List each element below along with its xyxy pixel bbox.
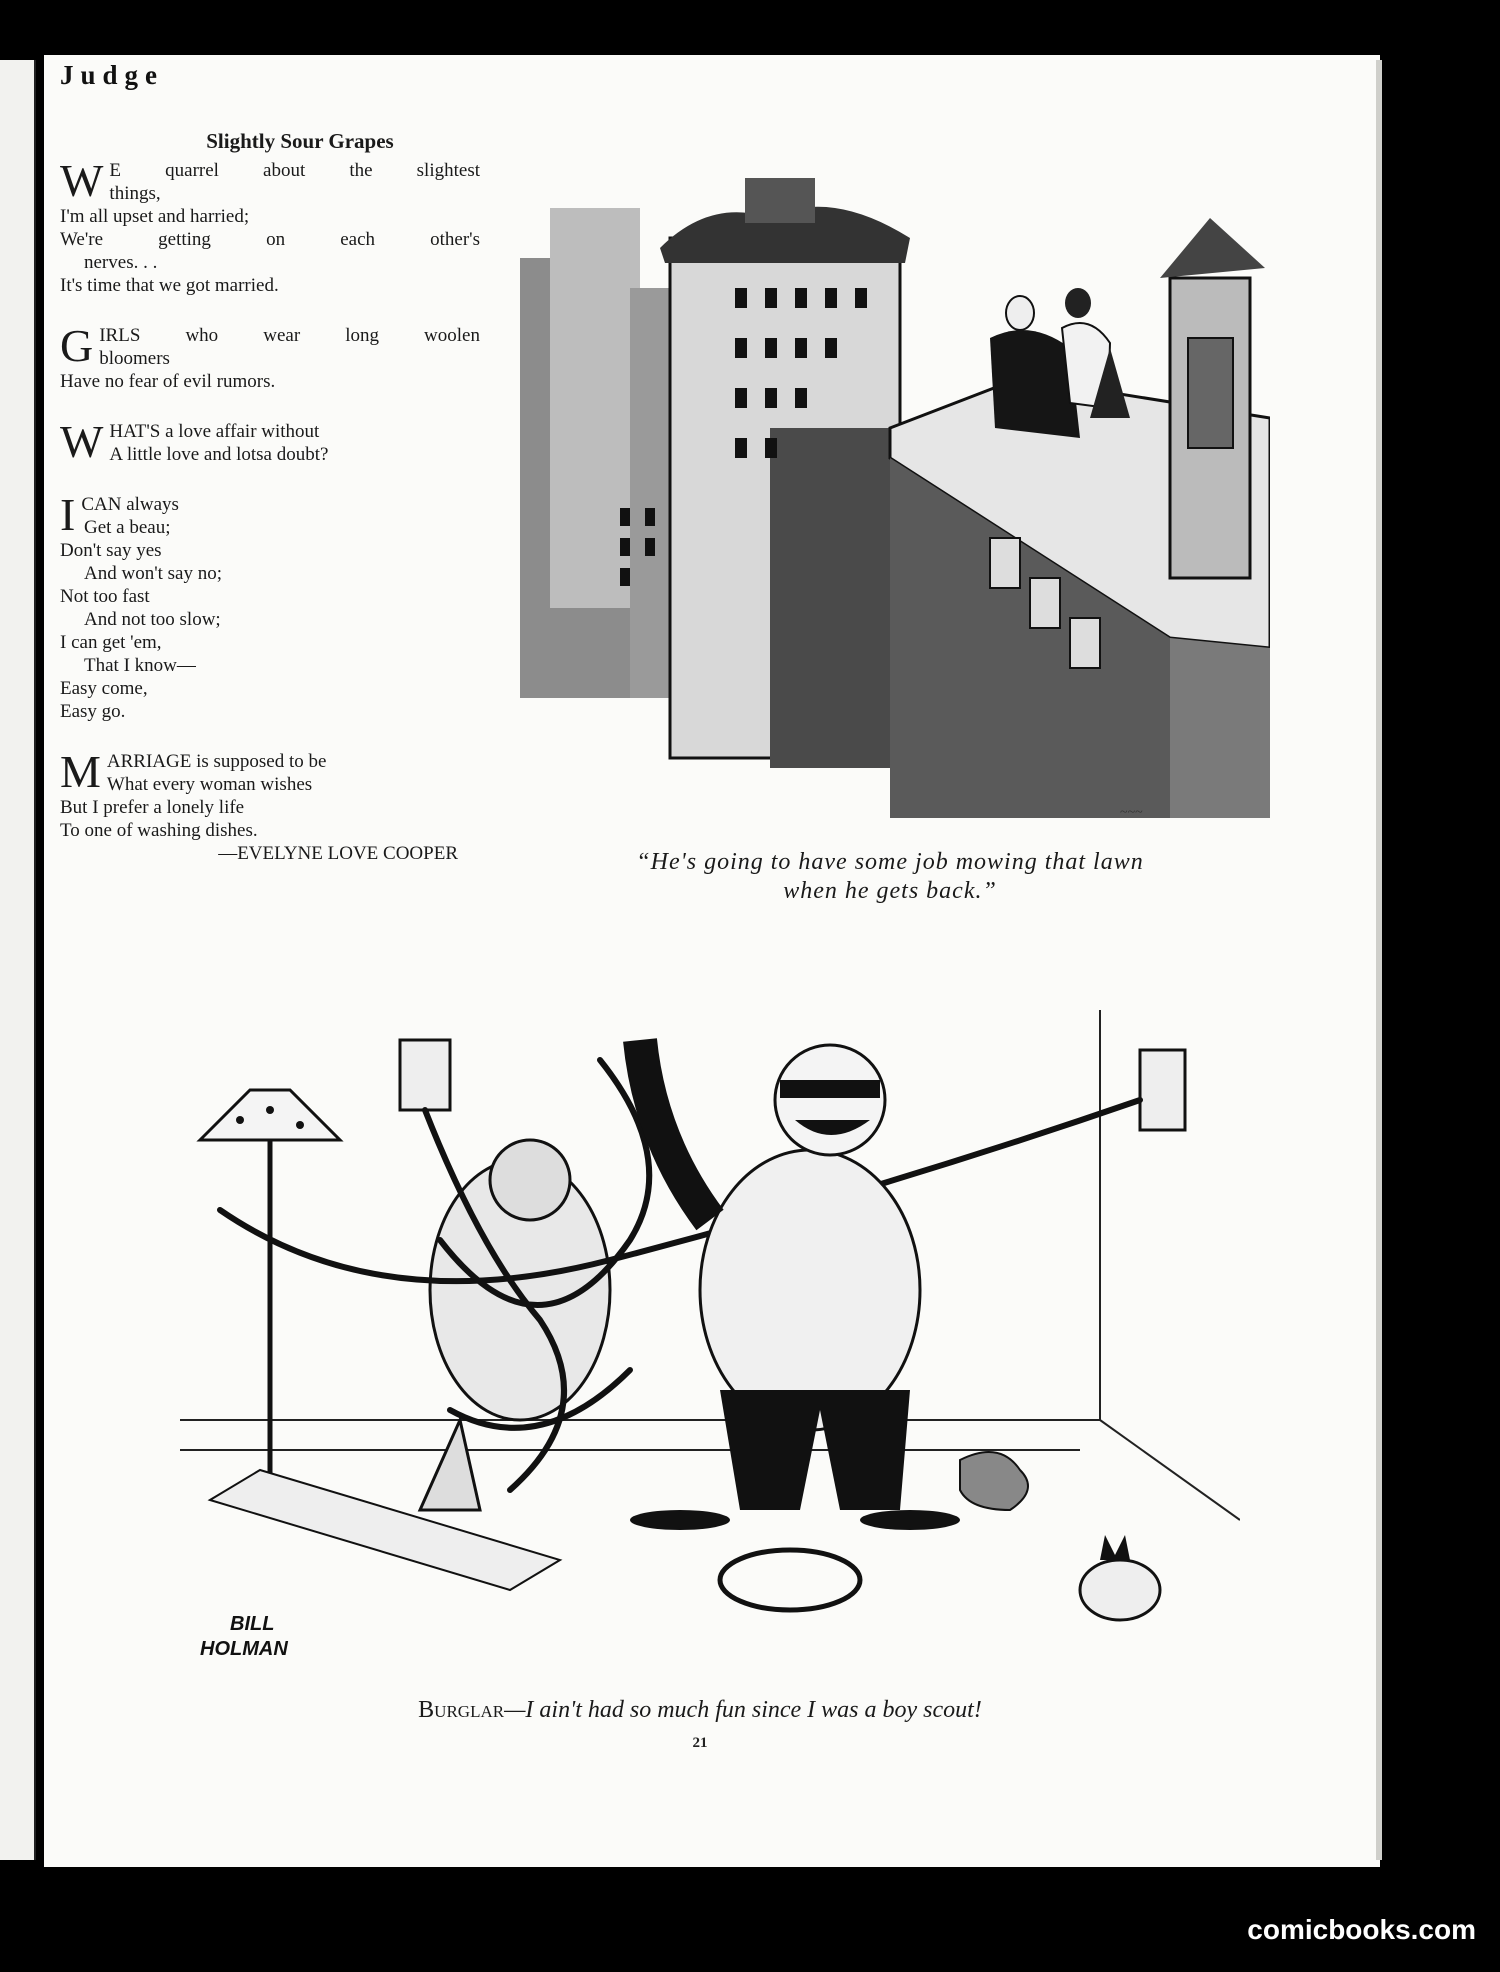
poem-stanza-1 (60, 155, 480, 297)
cartoon2-caption (200, 1697, 1200, 1724)
caption-quote: —I ain't had so much fun since I was a boy scout! (504, 1697, 982, 1723)
poem-line: That I know— (84, 655, 196, 676)
cartoon1-caption (560, 848, 1220, 906)
tied-cat (1080, 1535, 1160, 1620)
page-edge-shadow (1376, 60, 1382, 1860)
poem-line: Get a beau; (84, 517, 171, 538)
poem-line: But I prefer a lonely life (60, 797, 245, 818)
caption-line: “He's going to have some job mowing that lawn (636, 849, 1144, 875)
poem-line: I can get 'em, (60, 632, 162, 653)
poem (60, 130, 480, 892)
poem-line: Don't say yes (60, 540, 162, 561)
poem-line: bloomers (99, 348, 170, 369)
adjacent-page-edge (0, 60, 36, 1860)
poem-line: HAT'S a love affair without (109, 421, 320, 442)
tied-up-victim (420, 1140, 610, 1510)
poem-attribution: —EVELYNE LOVE COOPER (218, 843, 458, 864)
floor-lamp (200, 1090, 340, 1507)
floor-rug (210, 1470, 560, 1590)
poem-line: CAN always (81, 494, 179, 515)
artist-signature: HOLMAN (200, 1638, 288, 1660)
poem-line: E quarrel about the slightest (109, 160, 480, 181)
artist-signature: BILL (230, 1613, 275, 1635)
drop-cap: M (60, 746, 101, 797)
burglar (630, 1040, 960, 1530)
poem-line: ARRIAGE is supposed to be (106, 751, 327, 772)
poem-title: Slightly Sour Grapes (206, 129, 394, 153)
wall-picture-left (400, 1040, 450, 1110)
couple-on-balcony (990, 288, 1130, 438)
poem-line: I'm all upset and harried; (60, 206, 250, 227)
poem-stanza-3 (60, 416, 480, 467)
rope-coil (720, 1550, 860, 1610)
poem-line: To one of washing dishes. (60, 820, 258, 841)
poem-line: Not too fast (60, 586, 150, 607)
poem-line: It's time that we got married. (60, 275, 279, 296)
drop-cap: W (60, 155, 104, 206)
wall-picture-right (1140, 1050, 1185, 1130)
poem-stanza-5 (60, 746, 480, 865)
caption-speaker: Burglar (418, 1697, 505, 1723)
artist-signature: ~~~ (1120, 805, 1143, 820)
poem-line: Easy come, (60, 678, 148, 699)
poem-line: Easy go. (60, 701, 126, 722)
poem-line: A little love and lotsa doubt? (109, 444, 329, 465)
poem-line: Have no fear of evil rumors. (60, 371, 276, 392)
poem-line: What every woman wishes (106, 774, 313, 795)
site-watermark: comicbooks.com (1247, 1914, 1476, 1945)
poem-stanza-2 (60, 320, 480, 393)
caption-line: when he gets back.” (783, 878, 997, 904)
magazine-title: Judge (60, 60, 165, 90)
drop-cap: G (60, 320, 94, 371)
poem-stanza-4 (60, 489, 480, 723)
poem-line: IRLS who wear long woolen (99, 325, 480, 346)
page-number: 21 (692, 1735, 708, 1751)
rooftop-cartoon-illustration (510, 178, 1270, 828)
poem-line: things, (109, 183, 161, 204)
poem-line: And not too slow; (84, 609, 221, 630)
drop-cap: I (60, 489, 76, 540)
rope (220, 1060, 1140, 1490)
poem-line: nerves. . . (84, 252, 158, 273)
burglar-cartoon-illustration (180, 990, 1240, 1680)
poem-line: And won't say no; (84, 563, 223, 584)
poem-line: We're getting on each other's (60, 229, 480, 250)
swag-bag (960, 1452, 1028, 1510)
drop-cap: W (60, 416, 104, 467)
